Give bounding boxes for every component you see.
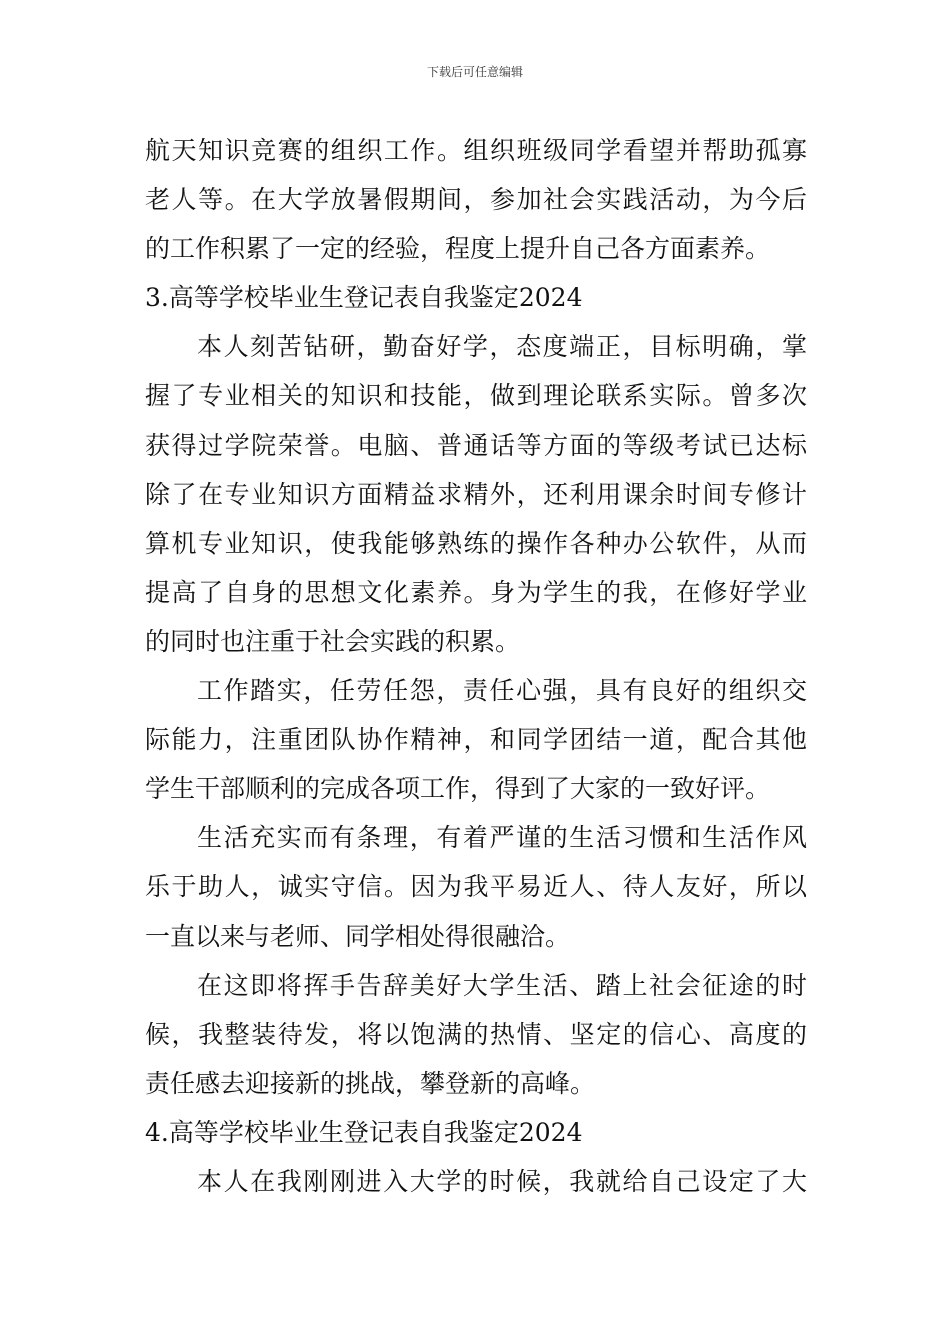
text-line: 学生干部顺利的完成各项工作，得到了大家的一致好评。 bbox=[145, 774, 771, 804]
text-line: 乐于助人，诚实守信。因为我平易近人、待人友好，所以 bbox=[145, 872, 807, 902]
text-line: 生活充实而有条理，有着严谨的生活习惯和生活作风 bbox=[197, 823, 807, 853]
text-line: 的工作积累了一定的经验，程度上提升自己各方面素养。 bbox=[145, 234, 771, 264]
text-line: 本人在我刚刚进入大学的时候，我就给自己设定了大 bbox=[197, 1166, 807, 1196]
text-line: 在这即将挥手告辞美好大学生活、踏上社会征途的时 bbox=[197, 970, 807, 1000]
text-line: 航天知识竞赛的组织工作。组织班级同学看望并帮助孤寡 bbox=[145, 136, 807, 165]
text-line: 握了专业相关的知识和技能，做到理论联系实际。曾多次 bbox=[145, 381, 807, 411]
text-line: 际能力，注重团队协作精神，和同学团结一道，配合其他 bbox=[145, 725, 807, 755]
text-line: 责任感去迎接新的挑战，攀登新的高峰。 bbox=[145, 1068, 596, 1098]
text-line: 候，我整装待发，将以饱满的热情、坚定的信心、高度的 bbox=[145, 1019, 807, 1049]
section-heading-4: 4.高等学校毕业生登记表自我鉴定2024 bbox=[145, 1117, 583, 1147]
text-line: 老人等。在大学放暑假期间，参加社会实践活动，为今后 bbox=[145, 185, 807, 215]
text-line: 除了在专业知识方面精益求精外，还利用课余时间专修计 bbox=[145, 479, 807, 509]
document-body bbox=[145, 126, 807, 1206]
text-line: 的同时也注重于社会实践的积累。 bbox=[145, 626, 521, 656]
text-line: 一直以来与老师、同学相处得很融洽。 bbox=[145, 921, 571, 951]
page-header: 下载后可任意编辑 bbox=[426, 65, 523, 79]
text-line: 本人刻苦钻研，勤奋好学，态度端正，目标明确，掌 bbox=[197, 332, 807, 362]
section-heading-3: 3.高等学校毕业生登记表自我鉴定2024 bbox=[145, 283, 583, 313]
text-line: 获得过学院荣誉。电脑、普通话等方面的等级考试已达标 bbox=[145, 430, 807, 460]
text-line: 算机专业知识，使我能够熟练的操作各种办公软件，从而 bbox=[145, 528, 807, 558]
text-line: 工作踏实，任劳任怨，责任心强，具有良好的组织交 bbox=[197, 676, 807, 706]
text-line: 提高了自身的思想文化素养。身为学生的我，在修好学业 bbox=[145, 577, 807, 607]
